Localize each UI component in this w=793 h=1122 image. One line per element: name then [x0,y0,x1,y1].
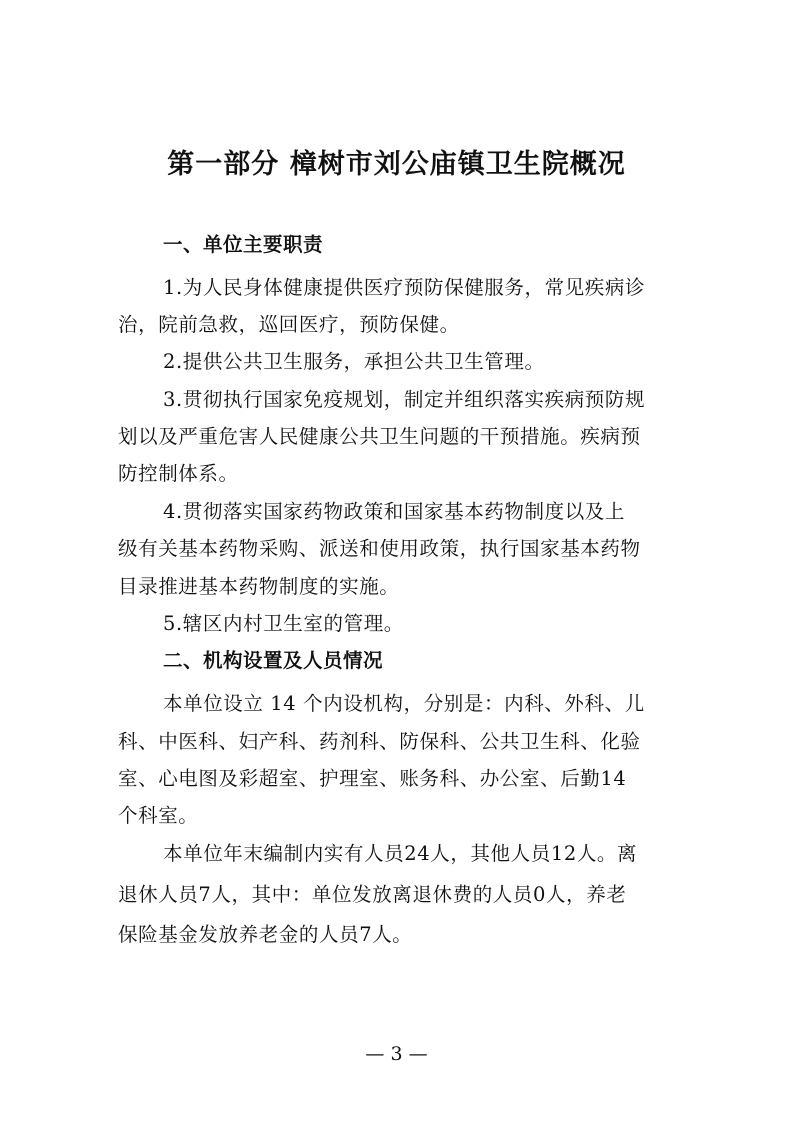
paragraph-line: 5.辖区内村卫生室的管理。 [163,612,404,635]
paragraph-line: 退休人员7人，其中：单位发放离退休费的人员0人，养老 [118,883,627,906]
paragraph-line: 级有关基本药物采购、派送和使用政策，执行国家基本药物 [118,537,641,560]
paragraph-line: 4.贯彻落实国家药物政策和国家基本药物制度以及上 [163,500,626,523]
paragraph-line: 治，院前急救，巡回医疗，预防保健。 [118,313,460,336]
page-number: — 3 — [365,1043,428,1065]
paragraph-line: 科、中医科、妇产科、药剂科、防保科、公共卫生科、化验 [118,730,641,753]
paragraph-line: 2.提供公共卫生服务，承担公共卫生管理。 [163,350,545,373]
paragraph-line: 室、心电图及彩超室、护理室、账务科、办公室、后勤14 [118,767,627,790]
section-heading-organization: 二、机构设置及人员情况 [163,649,384,672]
paragraph-line: 本单位年末编制内实有人员24人，其他人员12人。离 [163,842,638,865]
page-title: 第一部分 樟树市刘公庙镇卫生院概况 [167,149,626,180]
paragraph-line: 防控制体系。 [118,462,239,485]
paragraph-line: 1.为人民身体健康提供医疗预防保健服务，常见疾病诊 [163,276,646,299]
paragraph-line: 3.贯彻执行国家免疫规划，制定并组织落实疾病预防规 [163,388,646,411]
paragraph-line: 目录推进基本药物制度的实施。 [118,575,400,598]
paragraph-line: 本单位设立 14 个内设机构，分别是：内科、外科、儿 [163,692,645,715]
paragraph-line: 保险基金发放养老金的人员7人。 [118,923,413,946]
section-heading-duties: 一、单位主要职责 [163,233,324,256]
paragraph-line: 个科室。 [118,804,199,827]
paragraph-line: 划以及严重危害人民健康公共卫生问题的干预措施。疾病预 [118,425,641,448]
